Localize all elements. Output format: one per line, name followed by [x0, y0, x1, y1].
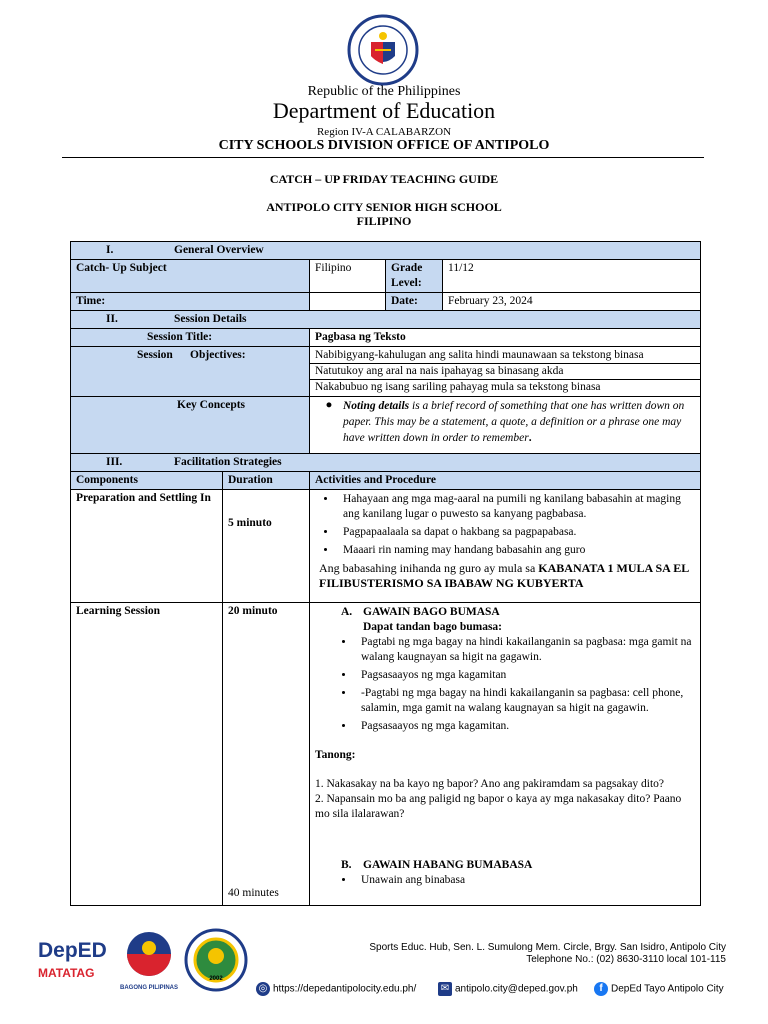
section-general-overview [71, 242, 701, 260]
address-line: Sports Educ. Hub, Sen. L. Sumulong Mem. Circle, Brgy. San Isidro, Antipolo City [369, 942, 726, 953]
bagong-pilipinas-logo [116, 930, 182, 992]
section-number: II. [106, 313, 118, 325]
globe-icon: ◎ [256, 982, 270, 996]
key-concepts-row [71, 397, 701, 454]
col-components: Components [71, 472, 223, 490]
email-link[interactable] [438, 982, 578, 996]
activity-a-bullet: • Pagsasaayos ng mga kagamitan. [355, 719, 695, 734]
session-title-value: Pagbasa ng Teksto [310, 329, 701, 347]
footer-address [360, 942, 726, 966]
seal-year: 2002 [209, 976, 223, 982]
facebook-link[interactable] [594, 982, 724, 996]
department-title: Department of Education [272, 98, 496, 123]
section-session-details [71, 311, 701, 329]
subject-title: FILIPINO [356, 214, 412, 228]
header-rule [62, 157, 704, 158]
prep-bullet: • Maaari rin naming may handang babasahin ang guro [337, 543, 695, 558]
objective-item: Natutukoy ang aral na nais ipahayag sa binasang akda [310, 364, 700, 380]
section-heading: General Overview [174, 244, 264, 256]
prep-note-text: Ang babasahing inihanda ng guro ay mula sa [319, 561, 539, 575]
facebook-icon: f [594, 982, 608, 996]
objective-item: Nabibigyang-kahulugan ang salita hindi maunawaan sa tekstong binasa [310, 348, 700, 364]
section-heading: Session Details [174, 313, 247, 325]
learning-row [71, 603, 701, 906]
activity-a-heading [315, 605, 695, 620]
subject-value: Filipino [310, 260, 386, 293]
session-title-row [71, 329, 701, 347]
facebook-text: DepEd Tayo Antipolo City [611, 983, 724, 995]
question-1: 1. Nakasakay na ba kayo ng bapor? Ano ang pakiramdam sa pagsakay dito? [315, 778, 665, 790]
bullet-icon: ● [325, 399, 333, 411]
division-seal-logo [184, 928, 248, 992]
time-row [71, 293, 701, 311]
key-concept-item [315, 398, 695, 446]
section-facilitation [71, 454, 701, 472]
learning-duration-2: 40 minutes [228, 887, 279, 899]
division-line: CITY SCHOOLS DIVISION OFFICE OF ANTIPOLO [218, 138, 550, 153]
col-duration: Duration [223, 472, 310, 490]
republic-line: Republic of the Philippines [307, 84, 461, 99]
website-text: https://depedantipolocity.edu.ph/ [273, 983, 417, 995]
activity-a-sub: Dapat tandan bago bumasa: [363, 621, 502, 633]
facilitation-header-row [71, 472, 701, 490]
bagong-pilipinas-text: BAGONG PILIPINAS [119, 985, 178, 991]
email-text: antipolo.city@deped.gov.ph [455, 983, 578, 995]
prep-row [71, 490, 701, 603]
activity-b-bullet: • Unawain ang binabasa [355, 873, 695, 888]
grade-label: Grade Level: [386, 260, 443, 292]
activity-a-title: GAWAIN BAGO BUMASA [363, 606, 500, 618]
session-title-label: Session Title: [71, 329, 310, 347]
teaching-guide-table [70, 241, 701, 906]
subject-label: Catch- Up Subject [71, 260, 310, 293]
school-title: ANTIPOLO CITY SENIOR HIGH SCHOOL [266, 200, 502, 214]
deped-seal-logo [345, 14, 421, 86]
activity-a-bullet: • Pagsasaayos ng mga kagamitan [355, 668, 695, 683]
mail-icon: ✉ [438, 982, 452, 996]
section-number: I. [106, 244, 114, 256]
matatag-wordmark: MATATAG [38, 966, 95, 980]
website-link[interactable] [256, 982, 416, 996]
activity-a-label: A. [341, 606, 353, 618]
subject-row [71, 260, 701, 293]
prep-note [315, 561, 695, 591]
question-2: 2. Napansain mo ba ang paligid ng bapor o kaya ay mga nakasakay dito? Paano mo sila ilalarawan? [315, 793, 682, 820]
activity-b-title: GAWAIN HABANG BUMABASA [363, 859, 533, 871]
section-heading: Facilitation Strategies [174, 456, 282, 468]
activity-a-bullet: • -Pagtabi ng mga bagay na hindi kakailanganin sa pagbasa: cell phone, salamin, mga gamit na walang kaugnayan sa higit na gagawin. [355, 686, 695, 716]
deped-matatag-logo [38, 939, 107, 990]
objectives-row [71, 347, 701, 397]
time-value [310, 293, 386, 311]
learning-component: Learning Session [71, 603, 223, 906]
objective-item: Nakabubuo ng isang sariling pahayag mula sa tekstong binasa [315, 381, 601, 393]
activity-b-heading [315, 858, 695, 873]
region-line: Region IV-A CALABARZON [316, 126, 452, 138]
time-label: Time: [71, 293, 310, 311]
prep-bullet: • Pagpapaalaala sa dapat o hakbang sa pagpapabasa. [337, 525, 695, 540]
prep-duration: 5 minuto [223, 490, 310, 603]
key-concepts-label: Key Concepts [71, 397, 310, 454]
key-definition: is a brief record of something that one has written down on paper. This may be a statement, a quote, a definition or a phrase one may have written down in order to remember [343, 400, 685, 444]
col-activities: Activities and Procedure [310, 472, 701, 490]
tanong-label: Tanong: [315, 749, 356, 761]
prep-note-chapter: KABANATA 1 MULA SA EL FILIBUSTERISMO SA IBABAW NG KUBYERTA [319, 561, 689, 590]
grade-value: 11/12 [448, 262, 474, 274]
date-value: February 23, 2024 [448, 295, 533, 307]
objectives-label: Session Objectives: [71, 347, 310, 397]
prep-component: Preparation and Settling In [71, 490, 223, 603]
activity-a-bullet: • Pagtabi ng mga bagay na hindi kakailanganin sa pagbasa: mga gamit na walang kaugnayan sa higit na gagawin. [355, 635, 695, 665]
date-label: Date: [386, 293, 443, 310]
guide-title: CATCH – UP FRIDAY TEACHING GUIDE [269, 172, 499, 186]
telephone-line: Telephone No.: (02) 8630-3110 local 101-115 [526, 954, 726, 965]
deped-wordmark: DepED [38, 939, 107, 962]
prep-bullet: • Hahayaan ang mga mag-aaral na pumili ng kanilang babasahin at maging ang kanilang lugar o puwesto sa kanyang pagbabasa. [337, 492, 695, 522]
activity-b-label: B. [341, 859, 352, 871]
learning-duration: 20 minuto [228, 605, 278, 617]
key-term: Noting details [343, 400, 410, 412]
section-number: III. [106, 456, 123, 468]
key-end: . [528, 432, 532, 444]
